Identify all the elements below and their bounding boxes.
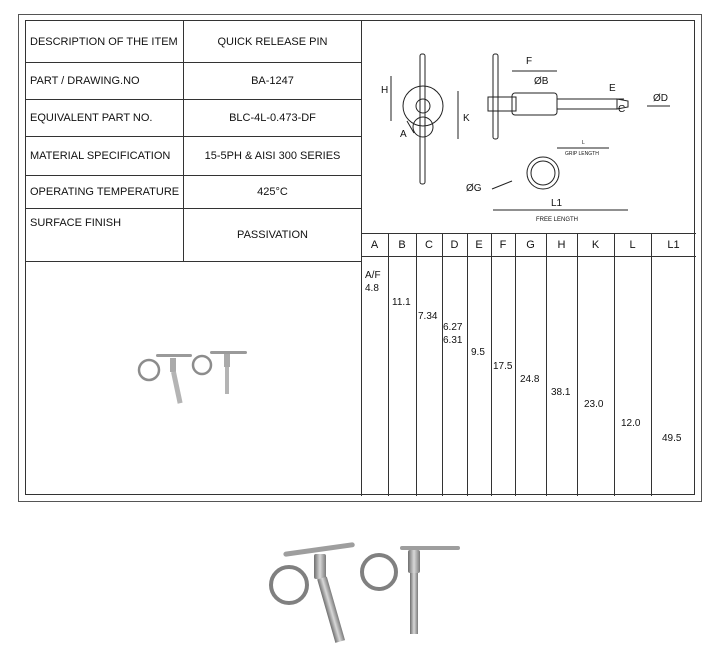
label-d: ØD (653, 93, 668, 104)
label-a: A (400, 129, 407, 140)
label-f: F (526, 56, 533, 67)
label-free-length: FREE LENGTH (536, 217, 579, 223)
quick-release-pin-large (271, 542, 355, 643)
spec-label: DESCRIPTION OF THE ITEM (26, 21, 184, 62)
spec-value: 425°C (257, 186, 288, 198)
dim-header-l1: L1 (667, 238, 680, 251)
column-divider (467, 233, 468, 496)
label-e: E (609, 83, 616, 94)
spec-value: PASSIVATION (237, 229, 308, 241)
quick-release-pin-large (139, 354, 192, 404)
dim-header-g: G (526, 238, 535, 251)
spec-sheet (18, 14, 702, 502)
dim-value-l1: 49.5 (662, 433, 682, 444)
column-divider (651, 233, 652, 496)
spec-row-temperature (26, 176, 361, 209)
dim-value-k: 23.0 (584, 399, 604, 410)
column-divider (416, 233, 417, 496)
spec-row-material (26, 137, 361, 176)
dim-value-e: 9.5 (471, 347, 485, 358)
dim-header-e: E (475, 238, 483, 251)
side-view-ring (527, 157, 559, 189)
product-photo-small (132, 346, 258, 416)
label-l-small: L (582, 140, 585, 146)
spec-row-surface-finish (26, 209, 361, 262)
spec-value: BLC-4L-0.473-DF (229, 112, 316, 124)
column-divider (546, 233, 547, 496)
column-divider (577, 233, 578, 496)
column-divider (491, 233, 492, 496)
dim-value-l: 12.0 (621, 418, 641, 429)
spec-row-description (26, 21, 361, 63)
dim-header-a: A (370, 238, 379, 251)
quick-release-pin-small (362, 546, 460, 634)
front-view-handle (420, 54, 425, 184)
side-view-ring-inner (531, 161, 555, 185)
label-k: K (463, 113, 470, 124)
dim-value-h: 38.1 (551, 387, 571, 398)
dim-value-d: 6.27 6.31 (443, 322, 463, 346)
front-view-body (403, 86, 443, 126)
spec-label: MATERIAL SPECIFICATION (26, 137, 184, 175)
label-b: ØB (534, 76, 549, 87)
side-view-body (512, 93, 557, 115)
dim-value-b: 11.1 (392, 297, 411, 308)
spec-value: QUICK RELEASE PIN (217, 35, 328, 48)
front-view-ring-eye (413, 117, 433, 137)
column-divider (442, 233, 443, 496)
column-divider (614, 233, 615, 496)
leader-g (492, 181, 512, 189)
dim-header-f: F (499, 238, 507, 251)
dim-value-g: 24.8 (520, 374, 540, 385)
spec-label: OPERATING TEMPERATURE (26, 176, 184, 208)
spec-label: SURFACE FINISH (26, 209, 184, 261)
dim-header-k: K (591, 238, 600, 251)
dim-value-c: 7.34 (418, 311, 438, 322)
front-view-bore (416, 99, 430, 113)
dim-value-a: A/F 4.8 (365, 270, 381, 294)
label-h: H (381, 85, 389, 96)
spec-sheet-frame (25, 20, 695, 495)
spec-label: EQUIVALENT PART NO. (26, 100, 184, 136)
dimension-header-bottom (361, 256, 696, 257)
spec-row-equivalent-part (26, 100, 361, 137)
spec-value: 15-5PH & AISI 300 SERIES (204, 150, 341, 162)
dim-header-l: L (629, 238, 636, 251)
label-grip-length: GRIP LENGTH (565, 151, 599, 157)
quick-release-pin-small (193, 351, 247, 394)
label-c: C (618, 104, 626, 115)
column-divider (388, 233, 389, 496)
technical-drawing (362, 21, 696, 232)
label-g: ØG (466, 183, 482, 194)
spec-value: BA-1247 (251, 75, 294, 87)
column-divider (515, 233, 516, 496)
spec-label: PART / DRAWING.NO (26, 63, 184, 99)
dim-header-c: C (425, 238, 433, 251)
spec-row-part-number (26, 63, 361, 100)
dim-header-b: B (398, 238, 406, 251)
dim-header-d: D (450, 238, 459, 251)
dim-header-h: H (557, 238, 566, 251)
dim-value-f: 17.5 (493, 361, 513, 372)
product-photo-large (253, 534, 467, 654)
label-l1: L1 (551, 198, 563, 209)
side-view-shank (557, 99, 617, 109)
